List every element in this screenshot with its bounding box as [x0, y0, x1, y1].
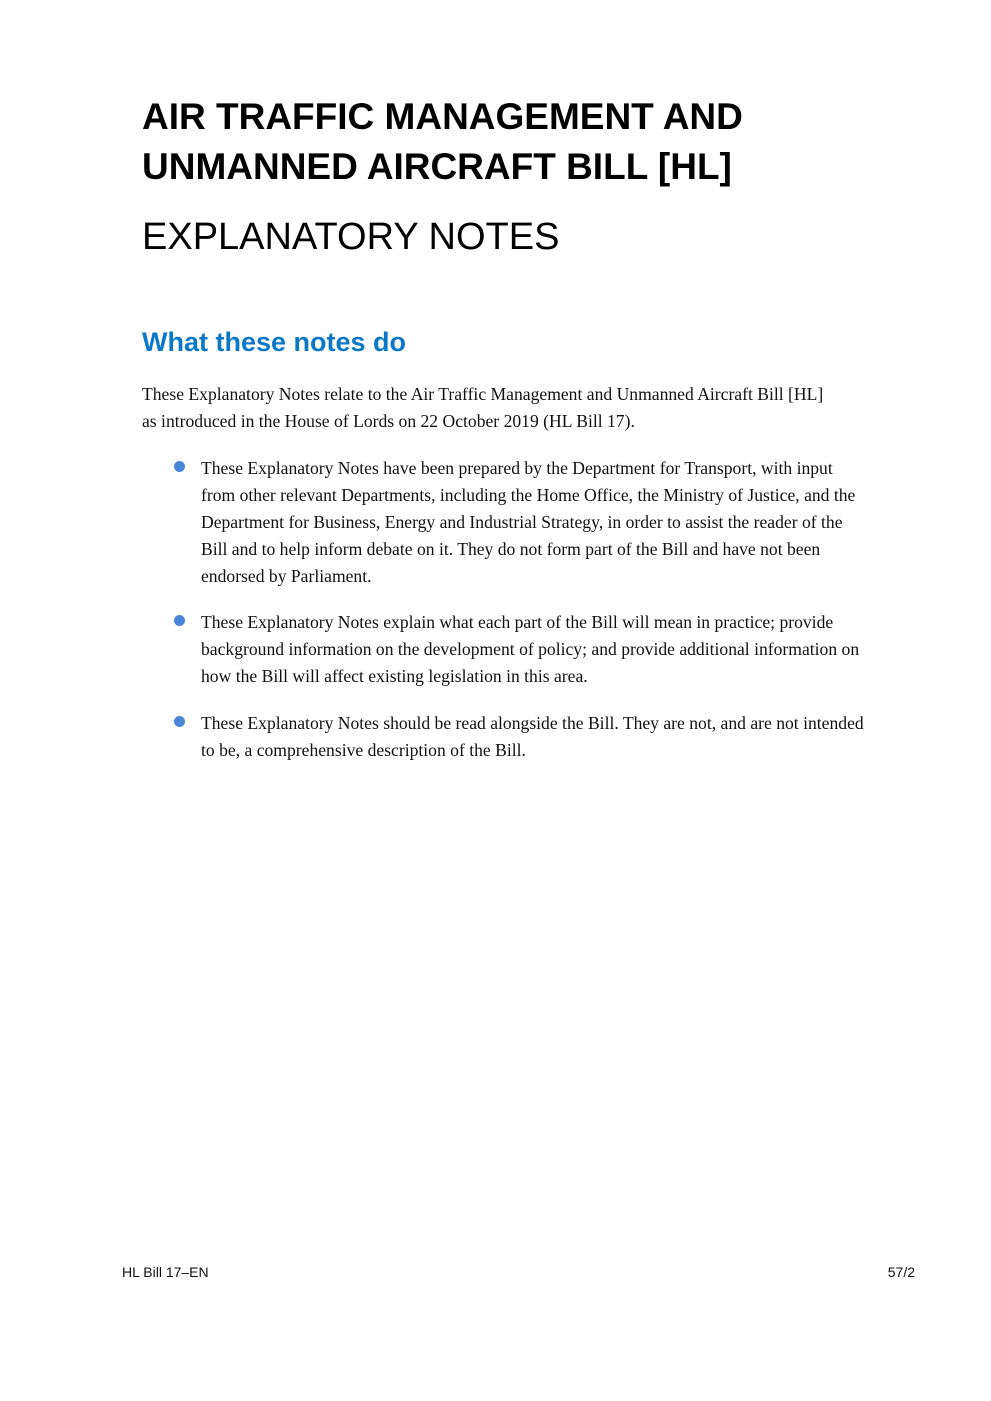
bullet-3-line: to be, a comprehensive description of the Bill.: [201, 740, 526, 760]
bullet-icon: [174, 716, 185, 727]
bullet-1-line: endorsed by Parliament.: [201, 566, 372, 586]
document-title-line-1: AIR TRAFFIC MANAGEMENT AND: [142, 96, 743, 137]
bullet-1-line: Department for Business, Energy and Industrial Strategy, in order to assist the reader of the: [201, 512, 843, 532]
document-title-line-2: UNMANNED AIRCRAFT BILL [HL]: [142, 146, 732, 187]
bullet-1-line: Bill and to help inform debate on it. They do not form part of the Bill and have not been: [201, 539, 821, 559]
footer-page-number: 57/2: [887, 1264, 915, 1280]
bullet-2-line: These Explanatory Notes explain what each part of the Bill will mean in practice; provide: [201, 612, 834, 632]
bullet-2-line: how the Bill will affect existing legislation in this area.: [201, 666, 588, 686]
bullet-icon: [174, 461, 185, 472]
intro-line: These Explanatory Notes relate to the Air Traffic Management and Unmanned Aircraft Bill [HL]: [142, 384, 824, 404]
bullet-1-line: from other relevant Departments, including the Home Office, the Ministry of Justice, and the: [201, 485, 856, 505]
intro-line: as introduced in the House of Lords on 22 October 2019 (HL Bill 17).: [142, 411, 635, 431]
bullet-2-line: background information on the development of policy; and provide additional information on: [201, 639, 860, 659]
section-heading: What these notes do: [142, 327, 407, 357]
bullet-icon: [174, 615, 185, 626]
document-subtitle: EXPLANATORY NOTES: [142, 216, 560, 258]
bullet-3-line: These Explanatory Notes should be read alongside the Bill. They are not, and are not intended: [201, 713, 864, 733]
footer-bill-reference: HL Bill 17–EN: [122, 1264, 209, 1280]
bullet-1-line: These Explanatory Notes have been prepared by the Department for Transport, with input: [201, 458, 833, 478]
